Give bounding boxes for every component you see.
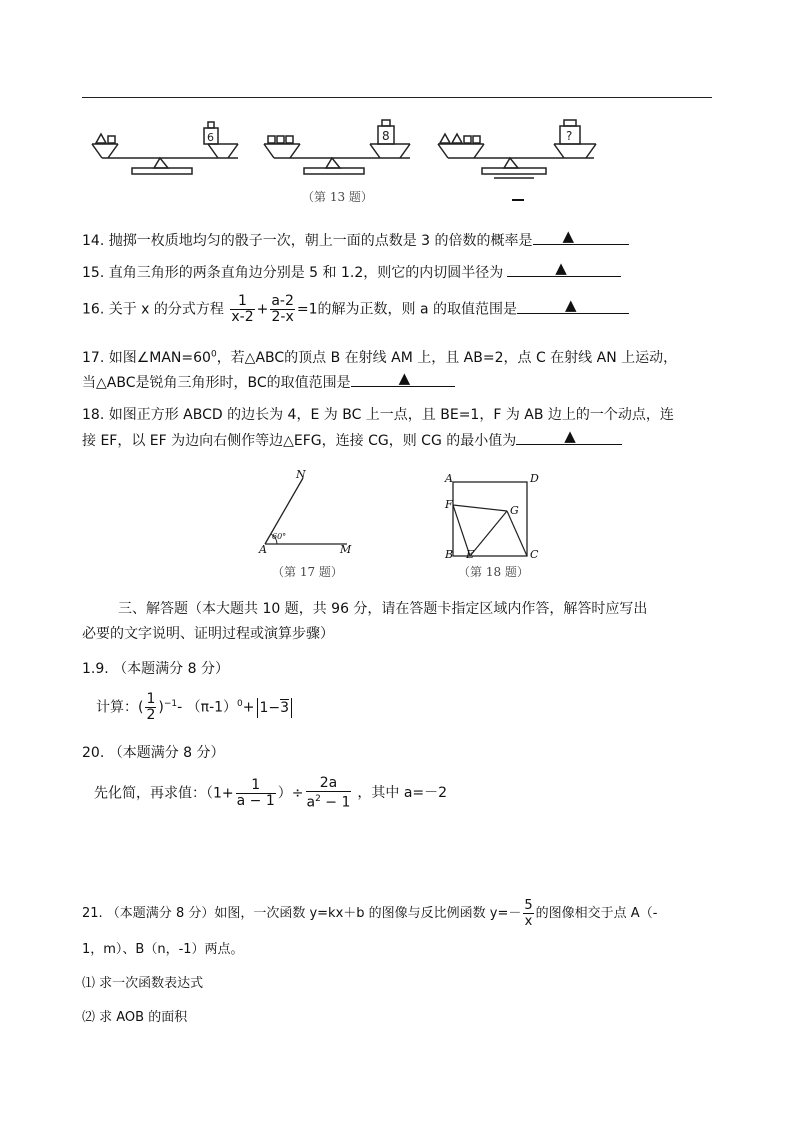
question-17-line-1: 17. 如图$\angle MAN=60^0$，若△ABC的顶点 B 在射线 AM 上，且 AB=2，点 C 在射线 AN 上运动， bbox=[82, 349, 678, 366]
question-14-text: 14. 抛掷一枚质地均匀的骰子一次，朝上一面的点数是 3 的倍数的概率是 bbox=[82, 233, 533, 249]
question-16: 16. 关于 x 的分式方程 $\frac{1}{x-2}$ + $\frac{a-2}{2-x}$ =1的解为正数，则 a 的取值范围是 ▲ bbox=[82, 294, 629, 325]
fraction-1-over-2: $\frac{1}{2}$ bbox=[146, 691, 156, 723]
figure-18-caption: （第 18 题） bbox=[458, 565, 529, 579]
section-3-heading: 三、解答题（本大题共 10 题，共 96 分，请在答题卡指定区域内作答，解答时应写出 bbox=[118, 601, 648, 617]
question-20-expression: 先化简，再求值：（1+ $\frac{1}{a - 1}$ ）÷ $\frac{2a}{a^2 - 1}$ ，其中 a=－2 bbox=[94, 775, 448, 811]
fraction-2a-over-a2-1: $\frac{2a}{a^2 - 1}$ bbox=[306, 775, 351, 811]
balance-scale-3 bbox=[438, 120, 596, 178]
question-19-header: 1.9. （本题满分 8 分） bbox=[82, 661, 229, 677]
question-21-line-2: 1，m）、B（n，-1）两点。 bbox=[82, 942, 244, 957]
question-18-line-2: 接 EF，以 EF 为边向右侧作等边△EFG，连接 CG，则 CG 的最小值为 ▲ bbox=[82, 430, 622, 450]
label-B: B bbox=[445, 548, 454, 561]
question-21-part-1: ⑴ 求一次函数表达式 bbox=[82, 976, 204, 991]
answer-blank-16[interactable] bbox=[517, 295, 629, 314]
question-16-suffix: =1的解为正数，则 a 的取值范围是 bbox=[296, 301, 518, 318]
label-C: C bbox=[530, 548, 539, 561]
question-21-line-1: 21. （本题满分 8 分）如图，一次函数 y=kx＋b 的图像与反比例函数 y=－ $\frac{5}{x}$ 的图像相交于点 A（- bbox=[82, 898, 658, 929]
label-M: M bbox=[340, 543, 352, 556]
sqrt-radicand: 3 bbox=[280, 699, 290, 716]
figure-18-square bbox=[440, 470, 540, 560]
question-18-line-1: 18. 如图正方形 ABCD 的边长为 4，E 为 BC 上一点，且 BE=1，F 为 AB 边上的一个动点，连 bbox=[82, 407, 674, 423]
question-15 bbox=[82, 259, 621, 282]
weight-label-2: 8 bbox=[382, 129, 390, 143]
answer-blank-17[interactable] bbox=[351, 369, 455, 387]
triangle-mark-icon: ▲ bbox=[565, 295, 577, 314]
label-D: D bbox=[530, 472, 539, 485]
dash-mark bbox=[512, 199, 524, 201]
question-21-part-2: ⑵ 求 AOB 的面积 bbox=[82, 1010, 188, 1025]
label-A: A bbox=[259, 543, 267, 556]
triangle-mark-icon: ▲ bbox=[562, 227, 575, 245]
absolute-value: 1−3 bbox=[257, 698, 293, 718]
header-rule bbox=[82, 97, 712, 98]
balance-scale-2 bbox=[264, 120, 410, 174]
question-20-header: 20. （本题满分 8 分） bbox=[82, 745, 225, 761]
weight-label-1: 6 bbox=[207, 131, 214, 144]
figure-13-caption: （第 13 题） bbox=[302, 190, 373, 204]
section-3-heading-line-2: 必要的文字说明、证明过程或演算步骤） bbox=[82, 626, 334, 642]
label-F: F bbox=[445, 498, 453, 511]
question-19-expression: 计算：( $\frac{1}{2}$ )$^{-1}$- $(\pi-1)^0+ 1-3$ bbox=[96, 692, 292, 723]
balance-scale-1 bbox=[92, 122, 238, 174]
triangle-mark-icon: ▲ bbox=[398, 369, 411, 387]
question-16-prefix: 16. 关于 x 的分式方程 bbox=[82, 301, 224, 318]
label-G: G bbox=[510, 504, 519, 517]
label-N: N bbox=[296, 468, 306, 481]
label-angle: 60° bbox=[272, 532, 287, 541]
fraction-1-over-x-2: $\frac{1}{x-2}$ bbox=[231, 293, 254, 325]
fraction-a-2-over-2-x: $\frac{a-2}{2-x}$ bbox=[271, 293, 294, 325]
fraction-5-over-x: $\frac{5}{x}$ bbox=[524, 898, 533, 929]
answer-blank-18[interactable] bbox=[516, 427, 622, 445]
question-14 bbox=[82, 227, 629, 250]
triangle-mark-icon: ▲ bbox=[555, 259, 567, 277]
answer-blank-14[interactable] bbox=[533, 227, 629, 245]
answer-blank-15[interactable] bbox=[507, 259, 621, 277]
triangle-mark-icon: ▲ bbox=[564, 427, 576, 445]
question-17-line-2: 当△ABC是锐角三角形时，BC的取值范围是 ▲ bbox=[82, 372, 455, 392]
weight-label-3: ? bbox=[566, 129, 573, 143]
label-A: A bbox=[445, 472, 453, 485]
question-15-text: 15. 直角三角形的两条直角边分别是 5 和 1.2，则它的内切圆半径为 bbox=[82, 265, 504, 281]
fraction-1-over-a-1: $\frac{1}{a - 1}$ bbox=[236, 776, 275, 809]
label-E: E bbox=[466, 548, 475, 561]
figure-17-caption: （第 17 题） bbox=[272, 565, 343, 579]
